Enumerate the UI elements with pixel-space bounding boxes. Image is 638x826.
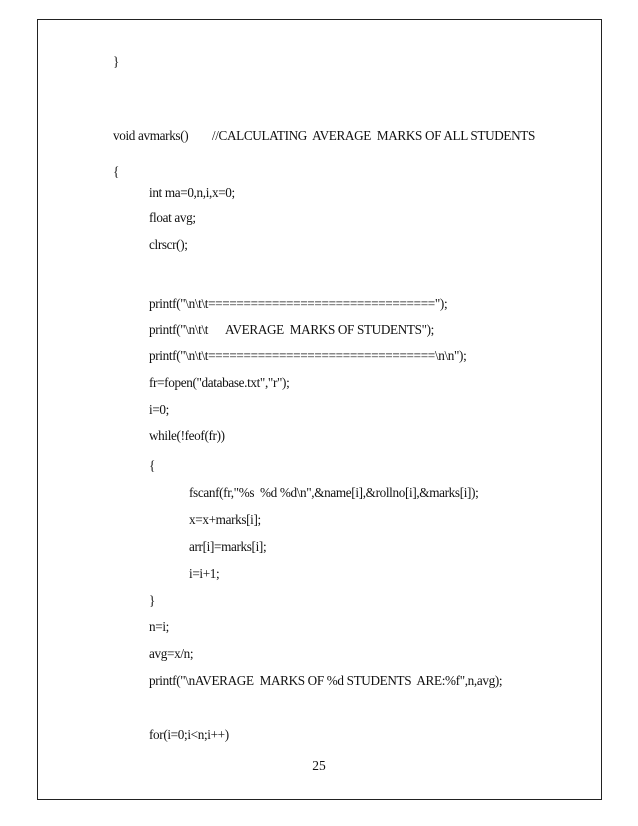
code-line-int-declaration: int ma=0,n,i,x=0;	[149, 185, 235, 200]
code-line-while: while(!feof(fr))	[149, 428, 225, 443]
code-line-avg: avg=x/n;	[149, 646, 194, 661]
code-line-function-signature: void avmarks() //CALCULATING AVERAGE MARKS OF ALL STUDENTS	[113, 128, 535, 143]
code-line-clrscr: clrscr();	[149, 237, 188, 252]
code-line-init-i: i=0;	[149, 402, 169, 417]
code-line-printf-heading: printf("\n\t\t AVERAGE MARKS OF STUDENTS");	[149, 322, 434, 337]
code-line-closing-brace: }	[113, 54, 119, 69]
code-line-printf-separator-bottom: printf("\n\t\t================================\n\n");	[149, 348, 467, 363]
code-line-while-open-brace: {	[149, 458, 155, 473]
code-line-sum-marks: x=x+marks[i];	[189, 512, 261, 527]
code-line-for-loop: for(i=0;i<n;i++)	[149, 727, 229, 742]
code-line-increment: i=i+1;	[189, 566, 220, 581]
code-line-opening-brace: {	[113, 164, 119, 179]
code-line-float-declaration: float avg;	[149, 210, 196, 225]
code-line-while-close-brace: }	[149, 593, 155, 608]
code-line-fopen: fr=fopen("database.txt","r");	[149, 375, 290, 390]
code-line-printf-separator-top: printf("\n\t\t================================");	[149, 296, 448, 311]
page-number: 25	[312, 758, 326, 773]
code-line-arr-assign: arr[i]=marks[i];	[189, 539, 267, 554]
code-line-printf-average: printf("\nAVERAGE MARKS OF %d STUDENTS ARE:%f",n,avg);	[149, 673, 503, 688]
code-line-fscanf: fscanf(fr,"%s %d %d\n",&name[i],&rollno[i],&marks[i]);	[189, 485, 479, 500]
code-line-assign-n: n=i;	[149, 619, 169, 634]
